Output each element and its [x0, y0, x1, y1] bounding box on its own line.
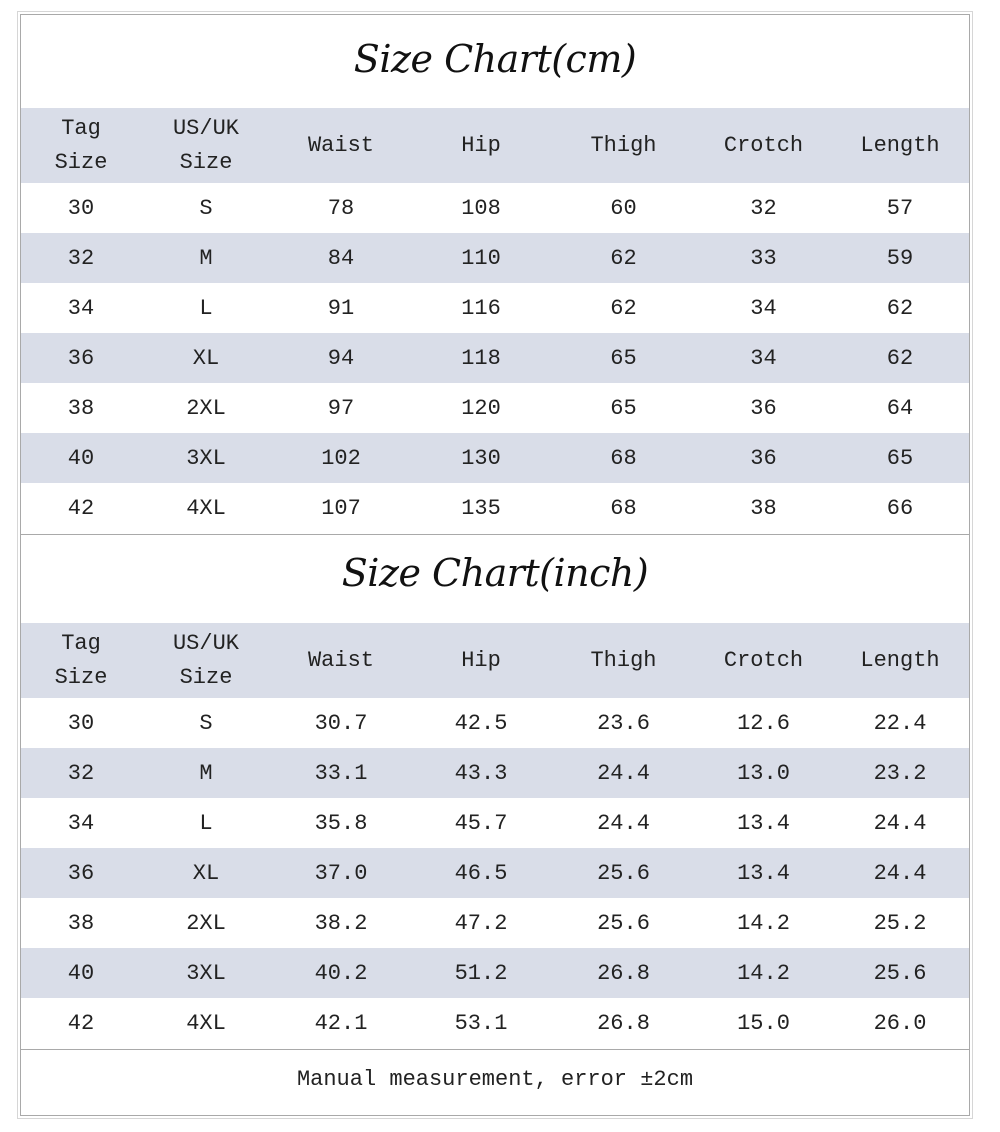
table-cell: 43.3 [411, 748, 551, 798]
table-cell: 36 [750, 395, 777, 421]
column-header-text: Tag [61, 115, 101, 141]
table-cell: 47.2 [454, 910, 508, 936]
table-cell: XL [141, 333, 271, 383]
column-header-text: Length [860, 132, 940, 158]
table-cell: 36 [21, 333, 141, 383]
column-header-text: Hip [461, 132, 501, 158]
table-cell: 2XL [186, 910, 226, 936]
column-header [696, 108, 831, 183]
table-cell: 24.4 [873, 810, 927, 836]
column-header-text: Hip [461, 647, 501, 673]
table-cell: 84 [271, 233, 411, 283]
table-cell: 32 [21, 233, 141, 283]
table-cell: 135 [461, 495, 501, 521]
table-cell: 22.4 [873, 710, 927, 736]
table-cell: 46.5 [411, 848, 551, 898]
table-row [21, 383, 969, 433]
table-cell: 36 [696, 433, 831, 483]
column-header [21, 623, 141, 698]
table-cell: 32 [21, 748, 141, 798]
table-cell: M [141, 233, 271, 283]
table-header-row [21, 623, 969, 698]
table-row [21, 433, 969, 483]
table-cell: 38 [67, 910, 95, 936]
table-cell: 24.4 [597, 810, 650, 836]
table-cell: 25.6 [831, 948, 969, 998]
table-cell: 34 [67, 295, 95, 321]
table-cell: 66 [886, 495, 914, 521]
table-cell: 30 [67, 710, 95, 736]
column-header-text: Size [54, 664, 108, 690]
table-cell: 3XL [141, 433, 271, 483]
table-cell: 45.7 [454, 810, 508, 836]
table-cell: 14.2 [696, 948, 831, 998]
table-cell: 26.8 [551, 948, 696, 998]
table-cell: 68 [551, 433, 696, 483]
table-cell: 3XL [141, 948, 271, 998]
table-cell: 42 [67, 1010, 95, 1036]
table-cell: L [199, 810, 213, 836]
inch-size-table [21, 623, 969, 1048]
table-cell: 30 [67, 195, 95, 221]
table-cell: 60 [610, 195, 637, 221]
table-cell: 38 [67, 395, 95, 421]
column-header-text: Size [179, 664, 233, 690]
table-cell: 78 [327, 195, 355, 221]
table-cell: 13.4 [737, 810, 790, 836]
table-cell: 24.4 [831, 848, 969, 898]
table-header-row [21, 108, 969, 183]
table-cell: 59 [831, 233, 969, 283]
table-cell: 37.0 [271, 848, 411, 898]
column-header [271, 623, 411, 698]
table-cell: 40.2 [271, 948, 411, 998]
column-header-text: Waist [307, 647, 374, 673]
measurement-note: Manual measurement, error ±2cm [296, 1067, 694, 1092]
table-cell: 34 [67, 810, 95, 836]
table-cell: 34 [696, 333, 831, 383]
column-header-text: Crotch [723, 647, 804, 673]
inch-chart-title: Size Chart(inch) [341, 551, 649, 595]
table-cell: 13.4 [696, 848, 831, 898]
table-cell: 53.1 [454, 1010, 508, 1036]
column-header-text: Tag [61, 630, 101, 656]
table-cell: L [199, 295, 213, 321]
section-divider [21, 1049, 969, 1050]
table-cell: 110 [411, 233, 551, 283]
table-cell: M [141, 748, 271, 798]
column-header-text: Size [179, 149, 233, 175]
table-cell: 14.2 [737, 910, 790, 936]
column-header-text: Thigh [590, 647, 657, 673]
table-row [21, 748, 969, 798]
cm-chart-title: Size Chart(cm) [353, 37, 637, 81]
table-cell: 62 [551, 233, 696, 283]
table-row [21, 333, 969, 383]
table-cell: 65 [831, 433, 969, 483]
column-header [271, 108, 411, 183]
table-cell: 62 [886, 295, 914, 321]
column-header-text: US/UK [172, 115, 239, 141]
column-header [141, 108, 271, 183]
table-cell: 40 [21, 948, 141, 998]
table-cell: S [199, 195, 213, 221]
column-header-text: Thigh [590, 132, 657, 158]
table-cell: 62 [610, 295, 637, 321]
column-header [551, 623, 696, 698]
table-cell: 24.4 [551, 748, 696, 798]
table-cell: 62 [831, 333, 969, 383]
table-cell: 33 [696, 233, 831, 283]
table-cell: 40 [21, 433, 141, 483]
table-cell: 64 [886, 395, 914, 421]
section-divider [21, 534, 969, 535]
table-cell: 2XL [186, 395, 226, 421]
table-cell: 32 [750, 195, 777, 221]
table-row [21, 698, 969, 748]
table-cell: 108 [461, 195, 501, 221]
table-row [21, 848, 969, 898]
table-cell: 42.5 [454, 710, 508, 736]
column-header [141, 623, 271, 698]
table-cell: 42 [67, 495, 95, 521]
column-header [831, 108, 969, 183]
cm-size-table [21, 108, 969, 533]
column-header [831, 623, 969, 698]
table-cell: S [199, 710, 213, 736]
table-cell: 38 [750, 495, 777, 521]
column-header-text: Waist [307, 132, 374, 158]
table-cell: 91 [327, 295, 355, 321]
table-cell: 12.6 [737, 710, 790, 736]
column-header-text: Length [860, 647, 940, 673]
column-header [411, 623, 551, 698]
table-cell: 38.2 [314, 910, 368, 936]
table-cell: 116 [461, 295, 501, 321]
table-cell: 51.2 [411, 948, 551, 998]
table-cell: 57 [886, 195, 914, 221]
table-cell: 94 [271, 333, 411, 383]
table-cell: 25.2 [873, 910, 927, 936]
table-cell: 13.0 [696, 748, 831, 798]
table-cell: 26.0 [873, 1010, 927, 1036]
table-cell: 30.7 [314, 710, 368, 736]
table-cell: 15.0 [737, 1010, 790, 1036]
column-header-text: Size [54, 149, 108, 175]
table-cell: 25.6 [551, 848, 696, 898]
column-header [411, 108, 551, 183]
table-cell: 97 [327, 395, 355, 421]
table-cell: 4XL [186, 495, 226, 521]
table-cell: 34 [750, 295, 777, 321]
table-cell: 65 [610, 395, 637, 421]
table-row [21, 183, 969, 233]
table-row [21, 898, 969, 948]
table-cell: 107 [321, 495, 361, 521]
column-header [21, 108, 141, 183]
table-row [21, 233, 969, 283]
table-cell: 4XL [186, 1010, 226, 1036]
table-cell: 36 [21, 848, 141, 898]
table-cell: 35.8 [314, 810, 368, 836]
column-header [696, 623, 831, 698]
table-cell: 65 [551, 333, 696, 383]
column-header-text: US/UK [172, 630, 239, 656]
table-cell: 42.1 [314, 1010, 368, 1036]
table-row [21, 998, 969, 1048]
table-row [21, 798, 969, 848]
size-chart-frame [20, 14, 970, 1116]
table-cell: 68 [610, 495, 637, 521]
table-cell: 33.1 [271, 748, 411, 798]
table-cell: 23.2 [831, 748, 969, 798]
table-cell: 120 [461, 395, 501, 421]
table-cell: 102 [271, 433, 411, 483]
table-cell: 23.6 [597, 710, 650, 736]
column-header-text: Crotch [723, 132, 804, 158]
table-cell: XL [141, 848, 271, 898]
table-row [21, 283, 969, 333]
table-cell: 130 [411, 433, 551, 483]
table-cell: 25.6 [597, 910, 650, 936]
table-cell: 118 [411, 333, 551, 383]
table-row [21, 948, 969, 998]
column-header [551, 108, 696, 183]
table-row [21, 483, 969, 533]
table-cell: 26.8 [597, 1010, 650, 1036]
